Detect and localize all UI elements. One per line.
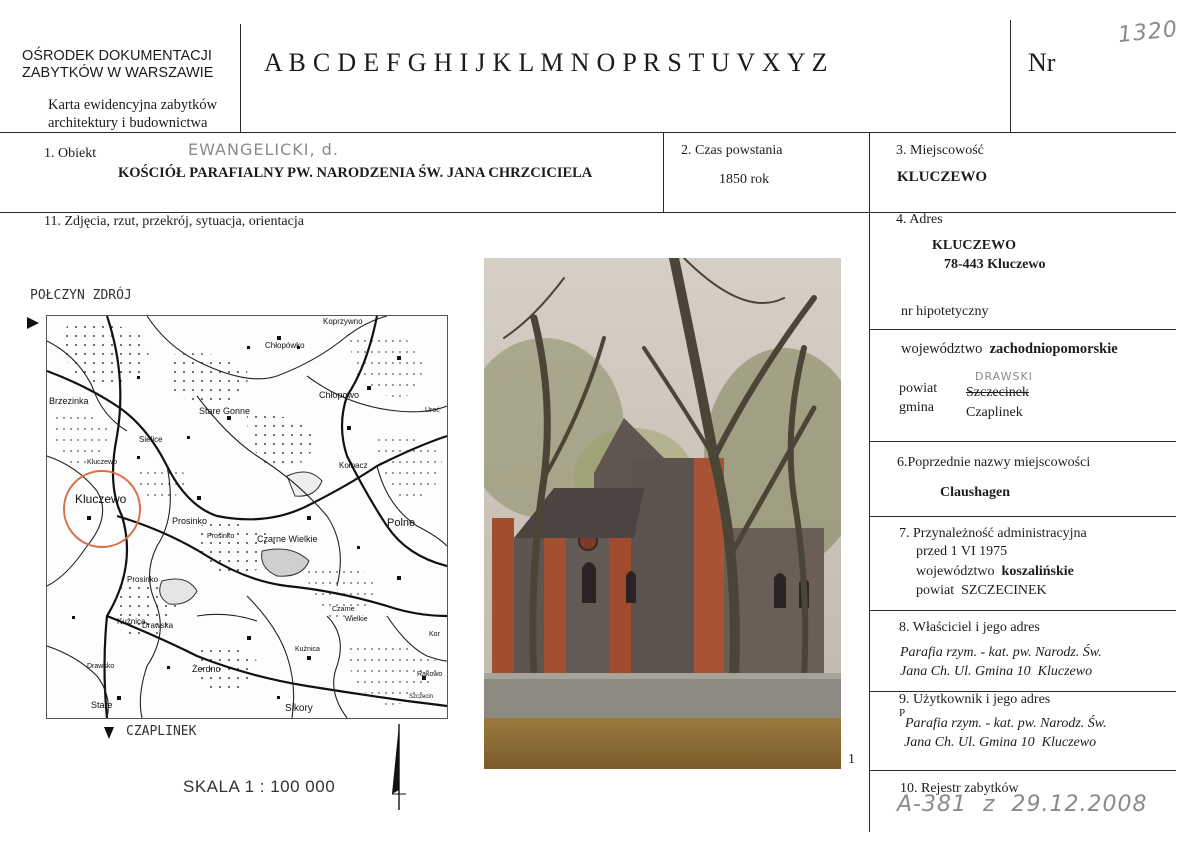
czas-label: 2. Czas powstania: [681, 143, 783, 158]
alphabet-index: A B C D E F G H I J K L M N O P R S T U V X Y Z: [264, 48, 828, 77]
przynaleznosc-line-1: przed 1 VI 1975: [916, 544, 1008, 559]
row-divider-top: [0, 132, 1176, 133]
map-place: Stare: [91, 700, 113, 710]
wlasciciel-line-2: Jana Ch. Ul. Gmina 10 Kluczewo: [900, 664, 1093, 679]
row-divider-adres: [869, 329, 1176, 330]
map-place: Rakowo: [417, 671, 443, 678]
map-place: Drawska: [142, 621, 174, 630]
row-divider-uzytkownik: [869, 770, 1176, 771]
rejestr-handwritten: A-381 z 29.12.2008: [897, 792, 1148, 817]
miejscowosc-label: 3. Miejscowość: [896, 143, 984, 158]
map-arrow-bottom-icon: [103, 726, 115, 740]
institution-line-2: ZABYTKÓW W WARSZAWIE: [22, 65, 214, 81]
header-divider-2: [1010, 20, 1011, 133]
map-place: Brzezinka: [49, 396, 89, 406]
map-place: Kluczewo: [87, 459, 117, 466]
wlasciciel-label: 8. Właściciel i jego adres: [899, 620, 1040, 635]
gmina-label: gmina: [899, 400, 934, 415]
map-place: Prosinko: [207, 533, 235, 540]
map-scale: SKALA 1 : 100 000: [183, 777, 336, 796]
institution-name: [22, 48, 213, 82]
row-divider-admin: [869, 441, 1176, 442]
institution-line-1: OŚRODEK DOKUMENTACJI: [22, 48, 212, 64]
map-place: Kołbacz: [339, 461, 368, 470]
row-divider-poprzednie: [869, 516, 1176, 517]
photo-drawing: [484, 258, 841, 769]
map-place: Polne: [387, 517, 416, 529]
powiat-handwritten: DRAWSKI: [975, 370, 1033, 383]
adres-label: 4. Adres: [896, 212, 943, 227]
map-place: Kor: [429, 631, 440, 638]
map-place: Czarne Wielkie: [257, 534, 318, 544]
map-place: Kluczewo: [75, 492, 127, 506]
row-divider-przynaleznosc: [869, 610, 1176, 611]
uzytkownik-prefix: P: [899, 707, 906, 719]
nr-label: Nr: [1028, 48, 1056, 77]
card-type: [48, 96, 217, 132]
poprzednie-value: Claushagen: [940, 485, 1011, 500]
map-bottom-label: CZAPLINEK: [126, 724, 197, 739]
nr-handwritten: 1320: [1116, 16, 1180, 49]
card-type-line-1: Karta ewidencyjna zabytków: [48, 97, 218, 113]
map-place: Kuźnica: [117, 617, 146, 626]
map-place: Prosinko: [127, 575, 159, 584]
przynaleznosc-woj-label: województwo: [916, 564, 995, 579]
obiekt-value: KOŚCIÓŁ PARAFIALNY PW. NARODZENIA ŚW. JANA CHRZCICIELA: [118, 165, 593, 181]
powiat-label: powiat: [899, 381, 938, 396]
map-place: Chłopowo: [319, 390, 360, 400]
map-place: Uroć: [425, 407, 440, 414]
przynaleznosc-woj-value: koszalińskie: [1001, 564, 1074, 579]
north-arrow-icon: [388, 724, 410, 810]
header-divider-1: [240, 24, 241, 133]
zdjecia-label: 11. Zdjęcia, rzut, przekrój, sytuacja, orientacja: [44, 214, 304, 229]
adres-line-2: 78-443 Kluczewo: [944, 257, 1046, 272]
map-arrow-top-icon: [26, 316, 40, 330]
obiekt-handwritten-note: EWANGELICKI, d.: [188, 140, 339, 159]
wojewodztwo-value: zachodniopomorskie: [989, 341, 1118, 357]
map-place: Sielice: [139, 435, 163, 444]
card-type-line-2: architektury i budownictwa: [48, 115, 208, 131]
map-place: Drawsko: [87, 663, 115, 670]
poprzednie-label: 6.Poprzednie nazwy miejscowości: [897, 455, 1091, 470]
uzytkownik-line-2: Jana Ch. Ul. Gmina 10 Kluczewo: [904, 735, 1097, 750]
przynaleznosc-woj-row: [916, 564, 1074, 580]
map-top-label: POŁCZYN ZDRÓJ: [30, 288, 132, 303]
adres-line-1: KLUCZEWO: [932, 238, 1017, 253]
rejestr-label: 10. Rejestr zabytków: [900, 781, 1019, 796]
map-place: Koprzywno: [323, 317, 363, 326]
map-place: Czarne: [332, 606, 355, 613]
church-photo: [484, 258, 841, 769]
map-place: Stare Gonne: [199, 406, 251, 416]
map-place: Żerdno: [192, 664, 221, 674]
przynaleznosc-label: 7. Przynależność administracyjna: [899, 526, 1087, 541]
wojewodztwo-row: [901, 341, 1118, 358]
uzytkownik-label: 9. Użytkownik i jego adres: [899, 692, 1051, 707]
map-place: Kuźnica: [295, 646, 320, 653]
przynaleznosc-powiat: powiat SZCZECINEK: [916, 583, 1047, 598]
row-divider-1: [0, 212, 1176, 213]
uzytkownik-line-1: Parafia rzym. - kat. pw. Narodz. Św.: [905, 716, 1107, 731]
miejscowosc-value: KLUCZEWO: [897, 169, 988, 185]
nr-hipotetyczny-label: nr hipotetyczny: [901, 304, 989, 319]
map-place: Szczecin: [409, 694, 434, 700]
map-place: Wielkie: [345, 616, 368, 623]
czas-value: 1850 rok: [719, 172, 770, 187]
col-divider-right: [869, 132, 870, 832]
wlasciciel-line-1: Parafia rzym. - kat. pw. Narodz. Św.: [900, 645, 1102, 660]
location-map: [46, 315, 448, 719]
col-divider-obiekt: [663, 132, 664, 212]
map-place: Chłopówko: [265, 341, 305, 350]
powiat-value: Szczecinek: [966, 385, 1029, 400]
map-place: Prosinko: [172, 516, 208, 526]
wojewodztwo-label: województwo: [901, 341, 983, 357]
map-place: Sikory: [285, 703, 313, 714]
obiekt-label: 1. Obiekt: [44, 146, 97, 161]
map-drawing: [47, 316, 447, 718]
gmina-value: Czaplinek: [966, 405, 1023, 420]
photo-number: 1: [848, 752, 855, 767]
